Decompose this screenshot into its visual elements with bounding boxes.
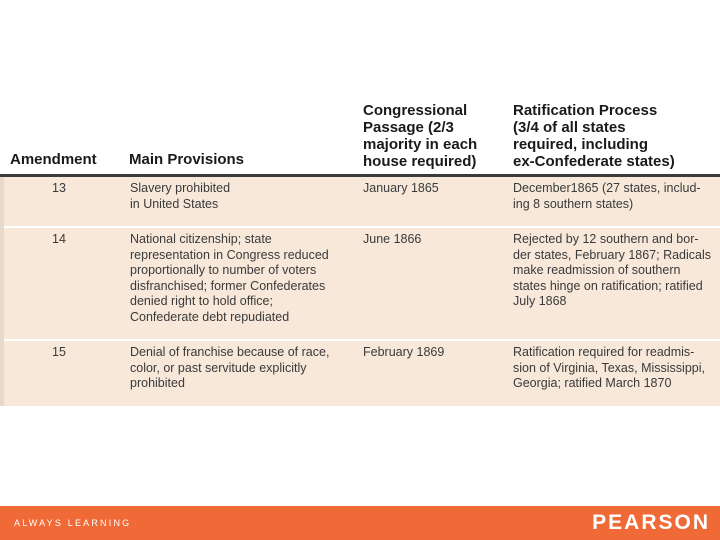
amendment-number: 14 [52, 232, 66, 246]
ratification-process-cell: Rejected by 12 southern and bor- der states, February 1867; Radicals make readmission of southern states hinge on ratification; ratified July 1868 [513, 232, 712, 308]
footer-tagline: ALWAYS LEARNING [14, 518, 132, 528]
footer-bar [0, 506, 720, 540]
amendment-number: 13 [52, 181, 66, 195]
table-row [0, 228, 720, 341]
congressional-passage-cell: January 1865 [363, 181, 439, 195]
table-row [0, 341, 720, 404]
header-amendment: Amendment [10, 151, 97, 168]
table-header [0, 0, 720, 176]
header-congressional-passage: Congressional Passage (2/3 majority in each house required) [363, 102, 478, 170]
amendments-table [0, 177, 720, 406]
table-left-edge [0, 177, 4, 406]
pearson-logo: PEARSON [592, 511, 710, 534]
main-provisions-cell: Denial of franchise because of race, color, or past servitude explicitly prohibited [130, 345, 330, 390]
ratification-process-cell: Ratification required for readmis- sion of Virginia, Texas, Mississippi, Georgia; ratified March 1870 [513, 345, 705, 390]
ratification-process-cell: December1865 (27 states, includ- ing 8 southern states) [513, 181, 701, 211]
main-provisions-cell: Slavery prohibited in United States [130, 181, 231, 211]
congressional-passage-cell: February 1869 [363, 345, 445, 359]
header-ratification-process: Ratification Process (3/4 of all states required, including ex-Confederate states) [513, 102, 675, 170]
table-row [0, 177, 720, 228]
header-main-provisions: Main Provisions [129, 151, 245, 168]
amendment-number: 15 [52, 345, 66, 359]
main-provisions-cell: National citizenship; state representation in Congress reduced proportionally to number of voters disfranchised; former Confederates denied right to hold office; Confederate debt repudiated [130, 232, 329, 324]
congressional-passage-cell: June 1866 [363, 232, 422, 246]
